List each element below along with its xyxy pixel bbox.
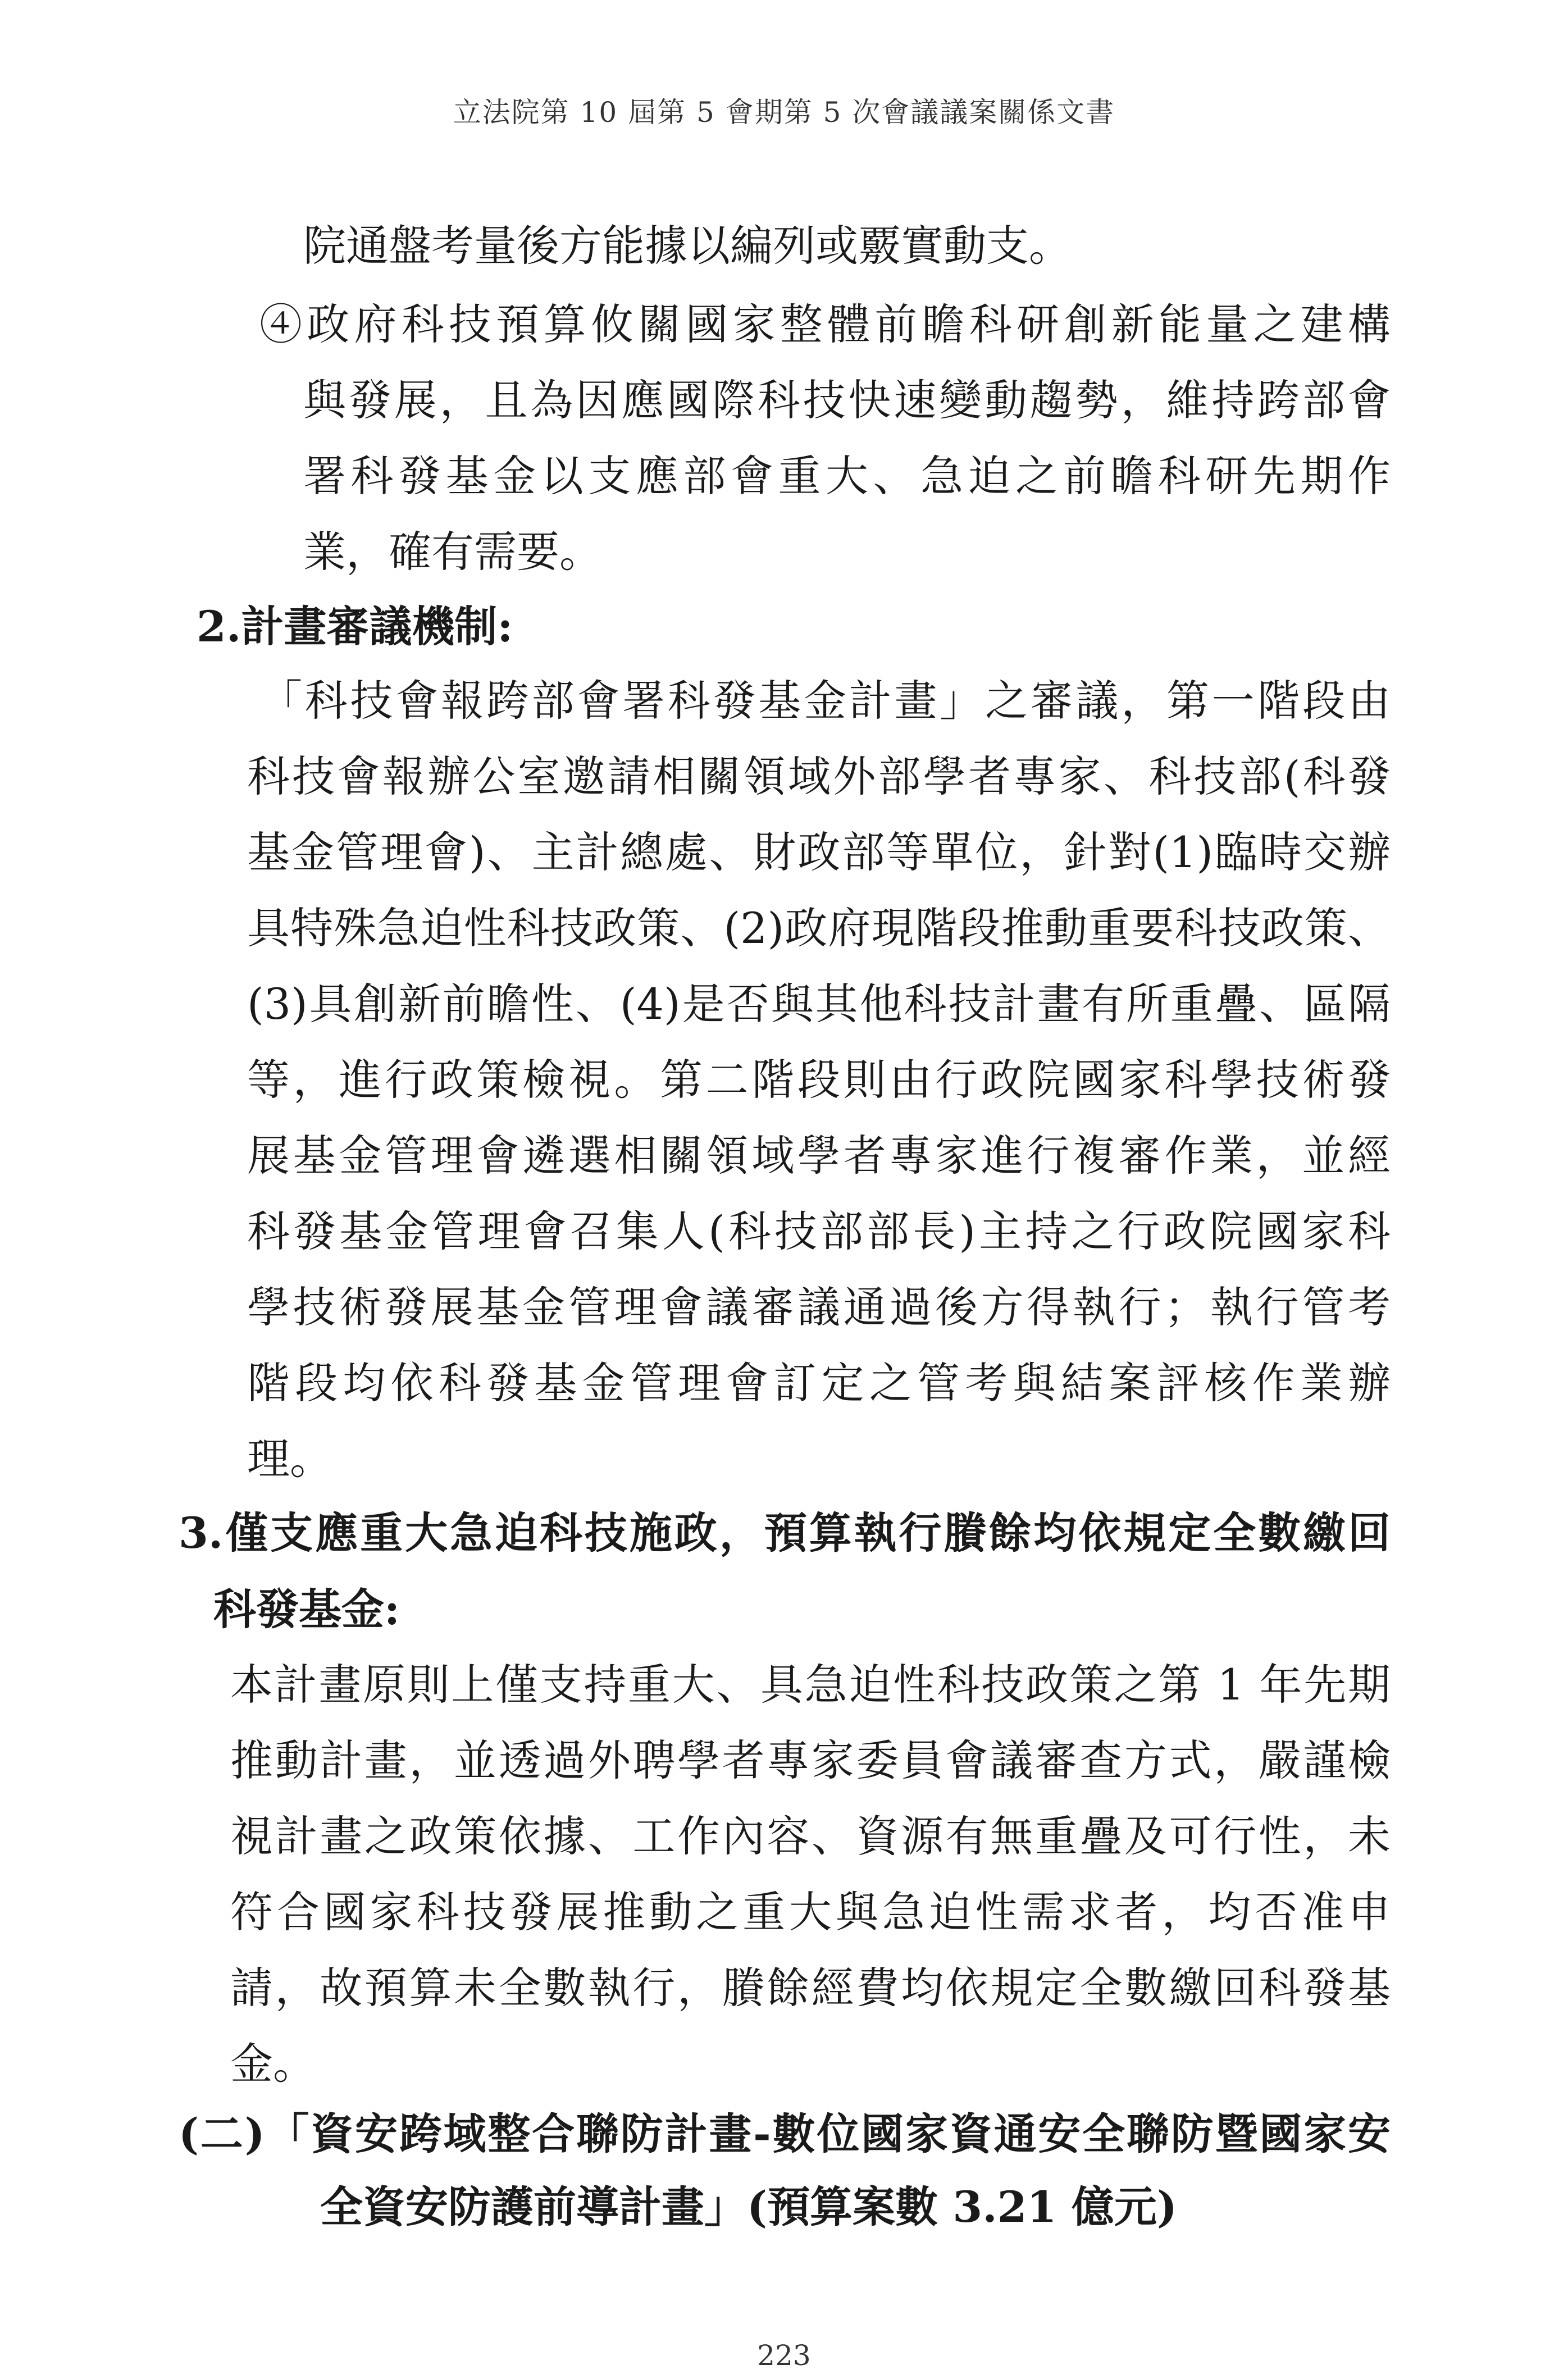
section-3-line: 推動計畫，並透過外聘學者專家委員會議審查方式，嚴謹檢 — [230, 1735, 1391, 1785]
section-3-line: 請，故預算未全數執行，賸餘經費均依規定全數繳回科發基 — [230, 1963, 1391, 2013]
item-4-line: 署科發基金以支應部會重大、急迫之前瞻科研先期作 — [303, 451, 1391, 501]
item-4-line: 業，確有需要。 — [303, 527, 602, 577]
section-heading-3: 科發基金: — [213, 1584, 400, 1634]
page-number: 223 — [757, 2339, 811, 2372]
section-2-line: 等，進行政策檢視。第二階段則由行政院國家科學技術發 — [247, 1055, 1391, 1105]
section-2-line: 科發基金管理會召集人(科技部部長)主持之行政院國家科 — [247, 1206, 1391, 1256]
section-3-line: 符合國家科技發展推動之重大與急迫性需求者，均否准申 — [230, 1887, 1391, 1937]
item-4-line: 與發展，且為因應國際科技快速變動趨勢，維持跨部會 — [303, 375, 1391, 425]
section-2-line: (3)具創新前瞻性、(4)是否與其他科技計畫有所重疊、區隔 — [247, 979, 1391, 1029]
section-2-line: 「科技會報跨部會署科發基金計畫」之審議，第一階段由 — [259, 676, 1391, 726]
section-heading-2: 2.計畫審議機制: — [197, 602, 513, 651]
section-heading-2nd: (二)「資安跨域整合聯防計畫-數位國家資通安全聯防暨國家安 — [179, 2109, 1391, 2159]
section-3-line: 金。 — [230, 2039, 316, 2089]
section-2-line: 具特殊急迫性科技政策、(2)政府現階段推動重要科技政策、 — [247, 903, 1391, 953]
section-heading-3: 3.僅支應重大急迫科技施政，預算執行賸餘均依規定全數繳回 — [179, 1508, 1391, 1558]
section-3-line: 視計畫之政策依據、工作內容、資源有無重疊及可行性，未 — [230, 1811, 1391, 1861]
section-heading-2nd: 全資安防護前導計畫」(預算案數 3.21 億元) — [320, 2182, 1177, 2232]
section-2-line: 學技術發展基金管理會議審議通過後方得執行；執行管考 — [247, 1282, 1391, 1332]
section-3-line: 本計畫原則上僅支持重大、具急迫性科技政策之第 1 年先期 — [230, 1660, 1391, 1710]
section-2-line: 展基金管理會遴選相關領域學者專家進行複審作業，並經 — [247, 1131, 1391, 1181]
section-2-line: 科技會報辦公室邀請相關領域外部學者專家、科技部(科發 — [247, 751, 1391, 801]
section-2-line: 理。 — [247, 1434, 332, 1484]
section-2-line: 階段均依科發基金管理會訂定之管考與結案評核作業辦 — [247, 1358, 1391, 1408]
item-4-line: ④政府科技預算攸關國家整體前瞻科研創新能量之建構 — [259, 299, 1391, 349]
section-2-line: 基金管理會)、主計總處、財政部等單位，針對(1)臨時交辦 — [247, 827, 1391, 877]
document-header: 立法院第 10 屆第 5 會期第 5 次會議議案關係文書 — [453, 96, 1115, 129]
continuation-line: 院通盤考量後方能據以編列或覈實動支。 — [303, 221, 1072, 271]
